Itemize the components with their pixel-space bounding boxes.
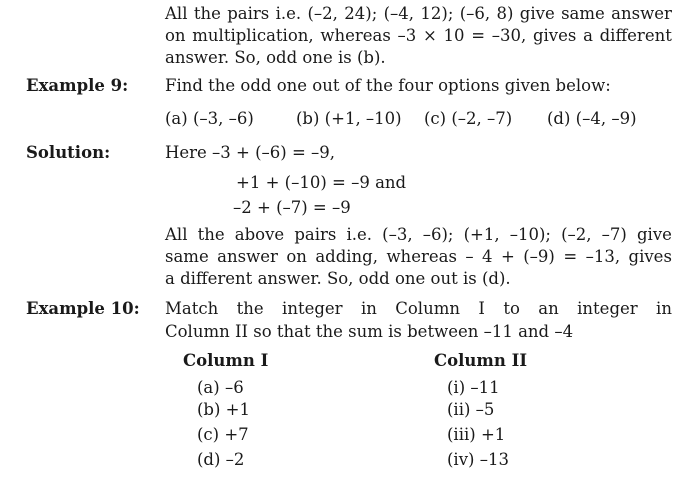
solution-para-1: All the above pairs i.e. (–3, –6); (+1, –10); (–2, –7) give [165, 225, 672, 244]
column-1-heading: Column I [183, 351, 269, 370]
column-2-item: (i) –11 [447, 378, 500, 397]
intro-line-3: answer. So, odd one is (b). [165, 48, 386, 67]
column-1-item: (b) +1 [197, 400, 251, 419]
solution-label: Solution: [26, 143, 111, 162]
example-9-label: Example 9: [26, 76, 129, 95]
solution-para-3: a different answer. So, odd one out is (d). [165, 269, 511, 288]
column-1-item: (a) –6 [197, 378, 244, 397]
column-1-item: (d) –2 [197, 450, 245, 469]
column-1-item: (c) +7 [197, 425, 249, 444]
example-9-question: Find the odd one out of the four options given below: [165, 76, 611, 95]
intro-line-1: All the pairs i.e. (–2, 24); (–4, 12); (–6, 8) give same answer [165, 4, 672, 23]
column-2-item: (ii) –5 [447, 400, 495, 419]
example-10-label: Example 10: [26, 299, 140, 318]
option-a: (a) (–3, –6) [165, 109, 254, 128]
column-2-item: (iv) –13 [447, 450, 509, 469]
solution-calc-3: –2 + (–7) = –9 [233, 198, 351, 217]
example-10-question-1: Match the integer in Column I to an integer in [165, 299, 672, 318]
column-2-item: (iii) +1 [447, 425, 506, 444]
column-2-heading: Column II [434, 351, 528, 370]
solution-para-2: same answer on adding, whereas – 4 + (–9) = –13, gives [165, 247, 672, 266]
solution-calc-1: Here –3 + (–6) = –9, [165, 143, 336, 162]
option-d: (d) (–4, –9) [547, 109, 637, 128]
intro-line-2: on multiplication, whereas –3 × 10 = –30, gives a different [165, 26, 672, 45]
solution-calc-2: +1 + (–10) = –9 and [236, 173, 407, 192]
example-10-question-2: Column II so that the sum is between –11 and –4 [165, 322, 574, 341]
option-b: (b) (+1, –10) [296, 109, 402, 128]
option-c: (c) (–2, –7) [424, 109, 513, 128]
